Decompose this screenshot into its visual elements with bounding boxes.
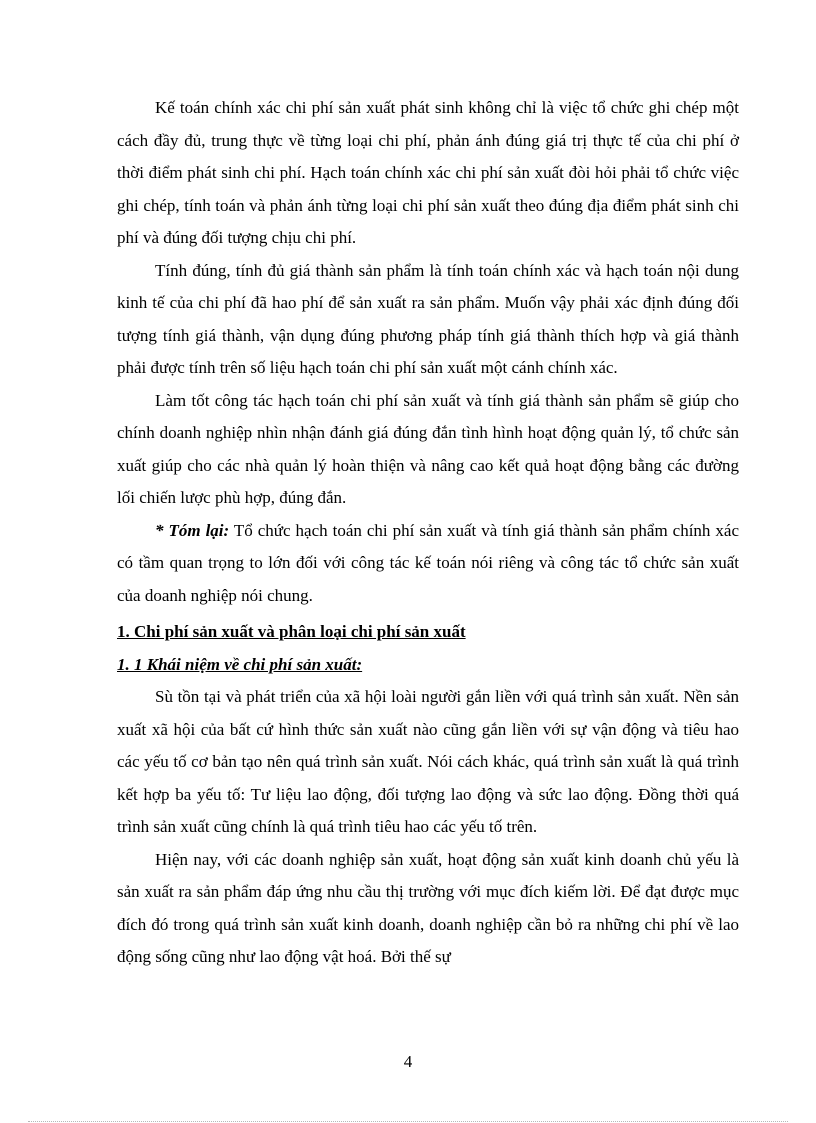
summary-text: Tổ chức hạch toán chi phí sản xuất và tính giá thành sản phẩm chính xác có tầm quan trọng to lớn đối với công tác kế toán nói riêng và công tác tổ chức sản xuất của doanh nghiệp nói chung. xyxy=(117,520,740,605)
body-paragraph: Hiện nay, với các doanh nghiệp sản xuất, hoạt động sản xuất kinh doanh chủ yếu là sản xuất ra sản phẩm đáp ứng nhu cầu thị trường với mục đích kiếm lời. Để đạt được mục đích đó trong quá trình sản xuất kinh doanh, doanh nghiệp cần bỏ ra những chi phí về lao động sống cũng như lao động vật hoá. Bởi thế sự xyxy=(117,849,739,966)
summary-label: * Tóm lại: xyxy=(155,520,230,540)
body-paragraph: Sù tồn tại và phát triển của xã hội loài người gắn liền với quá trình sản xuất. Nền sản xuất xã hội của bất cứ hình thức sản xuất nào cũng gắn liền với sự vận động và tiêu hao các yếu tố cơ bản tạo nên quá trình sản xuất. Nói cách khác, quá trình sản xuất là quá trình kết hợp ba yếu tố: Tư liệu lao động, đối tượng lao động và sức lao động. Đồng thời quá trình sản xuất cũng chính là quá trình tiêu hao các yếu tố trên. xyxy=(117,687,739,836)
subsection-heading: 1. 1 Khái niệm về chi phí sản xuất: xyxy=(117,654,363,674)
page-bottom-divider xyxy=(28,1121,788,1122)
body-paragraph: Kế toán chính xác chi phí sản xuất phát sinh không chỉ là việc tổ chức ghi chép một cách đầy đủ, trung thực về từng loại chi phí, phản ánh đúng giá trị thực tế của chi phí ở thời điểm phát sinh chi phí. Hạch toán chính xác chi phí sản xuất đòi hỏi phải tổ chức việc ghi chép, tính toán và phản ánh từng loại chi phí sản xuất theo đúng địa điểm phát sinh chi phí và đúng đối tượng chịu chi phí. xyxy=(117,98,739,247)
body-paragraph: Làm tốt công tác hạch toán chi phí sản xuất và tính giá thành sản phẩm sẽ giúp cho chính doanh nghiệp nhìn nhận đánh giá đúng đắn tình hình hoạt động quản lý, tổ chức sản xuất giúp cho các nhà quản lý hoàn thiện và nâng cao kết quả hoạt động bằng các đường lối chiến lược phù hợp, đúng đắn. xyxy=(117,390,739,507)
body-paragraph: Tính đúng, tính đủ giá thành sản phẩm là tính toán chính xác và hạch toán nội dung kinh tế của chi phí đã hao phí để sản xuất ra sản phẩm. Muốn vậy phải xác định đúng đối tượng tính giá thành, vận dụng đúng phương pháp tính giá thành thích hợp và giá thành phải được tính trên số liệu hạch toán chi phí sản xuất một cánh chính xác. xyxy=(117,260,739,377)
section-heading: 1. Chi phí sản xuất và phân loại chi phí sản xuất xyxy=(117,622,466,641)
summary-paragraph xyxy=(117,515,739,613)
page-number: 4 xyxy=(403,1052,413,1071)
page-content xyxy=(117,92,739,974)
